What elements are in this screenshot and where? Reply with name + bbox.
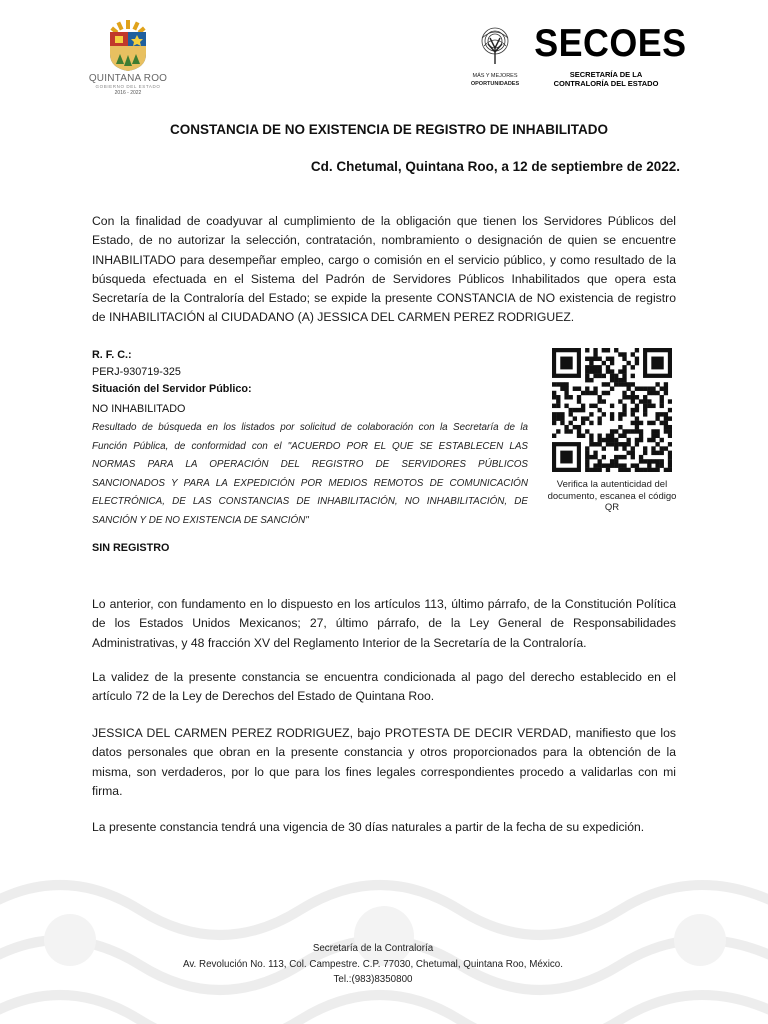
tree-icon [470, 26, 520, 66]
administration-years: 2016 - 2022 [114, 90, 142, 96]
status-value: NO INHABILITADO [92, 403, 186, 415]
intro-paragraph: Con la finalidad de coadyuvar al cumplimiento de la obligación que tienen los Servidores Públicos del Estado, de no autorizar la selección, contratación, nombramiento o designación de quien se encuentre INHABILITADO para desempeñar empleo, cargo o comisión en el servicio público, y como resultado de la búsqueda efectuada en el Sistema del Padrón de Servidores Públicos Inhabilitados que opera esta Secretaría de la Contraloría del Estado; se expide la presente CONSTANCIA de NO existencia de registro de INHABILITACIÓN al CIUDADANO (A) JESSICA DEL CARMEN PEREZ RODRIGUEZ. [92, 214, 676, 325]
slogan-line-2: OPORTUNIDADES [470, 81, 520, 87]
document-title: CONSTANCIA DE NO EXISTENCIA DE REGISTRO DE INHABILITADO [169, 122, 609, 137]
state-name-logo-text: QUINTANA ROO [88, 73, 168, 84]
rfc-label: R. F. C.: [92, 349, 132, 361]
secoes-subtitle-1: SECRETARÍA DE LA [569, 70, 643, 79]
qr-caption: Verifica la autenticidad del documento, escanea el código QR [547, 479, 677, 513]
footer-office: Secretaría de la Contraloría [312, 943, 434, 954]
coat-of-arms-icon [106, 20, 150, 72]
footer-phone: Tel.:(983)8350800 [333, 974, 413, 985]
validity-period-paragraph: La presente constancia tendrá una vigencia de 30 días naturales a partir de la fecha de su expedición. [92, 820, 645, 834]
secoes-logo: SECOES [534, 22, 687, 65]
status-label: Situación del Servidor Público: [92, 383, 252, 395]
declaration-paragraph: JESSICA DEL CARMEN PEREZ RODRIGUEZ, bajo PROTESTA DE DECIR VERDAD, manifiesto que los datos personales que obran en la presente constancia y otros proporcionados para la obtención de la misma, son verdaderos, por lo que para los fines legales correspondientes procedo a validarlas con mi firma. [92, 726, 676, 798]
secoes-subtitle-2: CONTRALORÍA DEL ESTADO [553, 79, 659, 88]
rfc-value: PERJ-930719-325 [92, 366, 181, 378]
slogan-line-1: MÁS Y MEJORES [472, 73, 518, 79]
state-government-logo-text: GOBIERNO DEL ESTADO [95, 84, 161, 89]
qr-code-icon[interactable] [552, 348, 672, 472]
search-result-note: Resultado de búsqueda en los listados por solicitud de colaboración con la Secretaría de la Función Pública, de conformidad con el "ACUERDO POR EL QUE SE ESTABLECEN LAS NORMAS PARA LA OPERACIÓN DEL REGISTRO DE SERVIDORES PÚBLICOS SANCIONADOS Y PARA LA EXPEDICIÓN POR MEDIOS REMOTOS DE COMUNICACIÓN ELECTRÓNICA, DE LAS CONSTANCIAS DE INHABILITACIÓN, NO INHABILITACIÓN, DE SANCIÓN Y DE NO EXISTENCIA DE SANCIÓN" [92, 422, 528, 526]
legal-basis-paragraph: Lo anterior, con fundamento en lo dispuesto en los artículos 113, último párrafo, de la Constitución Política de los Estados Unidos Mexicanos; 27, último párrafo, de la Ley General de Responsabilidades Administrativas, y 48 fracción XV del Reglamento Interior de la Secretaría de la Contraloría. [92, 597, 676, 650]
place-and-date: Cd. Chetumal, Quintana Roo, a 12 de septiembre de 2022. [310, 159, 680, 174]
registry-result: SIN REGISTRO [92, 542, 170, 554]
validity-condition-paragraph: La validez de la presente constancia se encuentra condicionada al pago del derecho establecido en el artículo 72 de la Ley de Derechos del Estado de Quintana Roo. [92, 670, 676, 704]
footer-address: Av. Revolución No. 113, Col. Campestre. C.P. 77030, Chetumal, Quintana Roo, México. [183, 959, 563, 970]
